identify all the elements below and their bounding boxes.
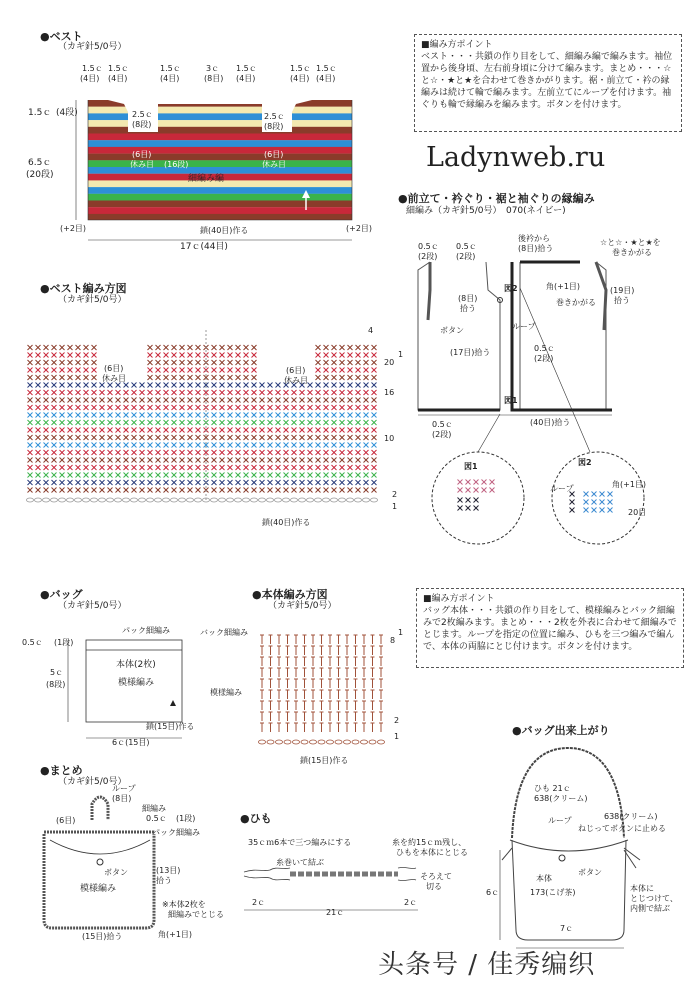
fig1-label: 図1 [464,462,478,471]
vest-armhole-r: 2.5ｃ [264,112,285,121]
edging-button: ボタン [440,326,464,335]
done-h: 6ｃ [486,888,500,897]
bag-chart-row-8: 8 [390,636,396,645]
done-attach: 本体に [630,884,654,893]
finish-sc: 細編み [142,804,166,813]
finish-corner: 角(+1目) [158,930,193,939]
vest-chain: 鎖(40目)作る [200,226,249,235]
edging-pick8: (8目) [458,294,478,303]
vest-count-3: (4目) [160,74,180,83]
edging-collar-l: 0.5ｃ [418,242,439,251]
edging-bottom-rows: (2段) [432,430,452,439]
vest-count-2: (4目) [108,74,128,83]
finish-back: パック細編み [152,828,200,837]
cord-cut: そろえて [420,872,452,881]
vest-rest-r: 休み目 [262,160,286,169]
vest-count-1: (4目) [80,74,100,83]
vest-chart-row-4: 4 [368,326,374,335]
edging-collar-m: 0.5ｃ [456,242,477,251]
vest-plus2-l: (+2目) [60,224,87,233]
bag-hook: （カギ針5/0号） [58,601,127,611]
fig2-corner: 角(+1目) [612,480,647,489]
done-cord: ひも 21ｃ [534,784,571,793]
edging-sleeve: (19目) [610,286,635,295]
fig2-num: 20目 [628,508,647,517]
vest-rest-l: 休み目 [130,160,154,169]
vest-dim-3: 1.5ｃ [160,64,181,73]
vest-title: ●ベスト [40,30,83,43]
done-w: 7ｃ [560,924,574,933]
vest-chart-hook: （カギ針5/0号） [58,295,127,305]
bag-chart-row-1a: 1 [398,628,404,637]
vest-dim-5: 1.5ｃ [236,64,257,73]
edging-join: ☆と☆・★と★を [600,238,661,247]
vest-dim-1: 1.5ｃ [82,64,103,73]
vest-rest-count-l: (6目) [132,150,152,159]
finish-note-2: 細編みでとじる [168,910,224,919]
vest-armhole-l-rows: (8段) [132,120,152,129]
vest-chart-row-2: 2 [392,490,398,499]
finish-thirteen: (13目) [156,866,181,875]
vest-h2: 6.5ｃ [28,158,52,168]
vest-h1: 1.5ｃ [28,108,52,118]
bag-chart-back: バック細編み [200,628,248,637]
vest-chart-row-20: 20 [384,358,395,367]
vest-center-rest: (16段) [164,160,189,169]
edging-fig1-marker: 図1 [504,396,518,405]
finish-pick: 拾う [156,876,172,885]
edging-pick8b: 拾う [460,304,476,313]
vest-chart-rest-l: 休み目 [102,374,126,383]
finish-pattern: 模様編み [80,884,117,894]
vest-dim-2: 1.5ｃ [108,64,129,73]
vest-chart-chain: 鎖(40目)作る [262,518,311,527]
finish-edge-rows: (1段) [176,814,196,823]
edging-sub: 細編み（カギ針5/0号） 070(ネイビー) [406,206,566,216]
done-title: ●バッグ出来上がり [512,724,610,737]
bag-chart-row-1b: 1 [394,732,400,741]
finish-edge: 0.5ｃ [146,814,167,823]
bag-body: 本体(2枚) [116,660,156,670]
vest-chart-title: ●ベスト編み方図 [40,282,127,295]
vest-chart-row-10: 10 [384,434,395,443]
finish-loop: ループ [112,784,136,793]
bag-chain: 鎖(15目)作る [146,722,195,731]
finish-note: ※本体2枚を [162,900,206,909]
finish-hook: （カギ針5/0号） [58,777,127,787]
edging-side-rows: (2段) [534,354,554,363]
edging-pick40: (40目)拾う [530,418,571,427]
vest-chart-row-16: 16 [384,388,395,397]
vest-dim-6: 1.5ｃ [290,64,311,73]
vest-count-7: (4目) [316,74,336,83]
edging-back-neck-2: (8目)拾う [518,244,554,253]
done-attach-2: とじつけて、 [630,894,678,903]
bag-edge-rows: (1段) [54,638,74,647]
vest-count-5: (4目) [236,74,256,83]
vest-plus2-r: (+2目) [346,224,373,233]
vest-armhole-l: 2.5ｃ [132,110,153,119]
bag-height-rows: (8段) [46,680,66,689]
bag-top-label: パック細編み [122,626,170,635]
edging-pick17: (17目)拾う [450,348,491,357]
vest-chart-rest-count-r: (6目) [286,366,306,375]
cord-desc: 35ｃｍ6本で三つ編みにする [248,838,352,847]
cord-m: 21ｃ [326,908,345,917]
vest-h2-rows: (20段) [26,170,54,180]
edging-back-neck: 後衿から [518,234,550,243]
vest-count-4: (8目) [204,74,224,83]
finish-six: (6目) [56,816,76,825]
bag-edge: 0.5ｃ [22,638,43,647]
edging-loop: ループ [512,322,536,331]
points2-title: ■編み方ポイント [423,594,495,604]
edging-corner: 角(+1目) [546,282,581,291]
cord-tail-2: ひもを本体にとじる [396,848,468,857]
vest-dim-4: 3ｃ [206,64,220,73]
edging-collar-l-rows: (2段) [418,252,438,261]
vest-chart-row-1a: 1 [398,350,404,359]
done-button: ボタン [578,868,602,877]
done-loop-note: ねじってボタンに止める [578,824,666,833]
points1-body: ベスト・・・共鎖の作り目をして、細編み編で編みます。袖位置から後身頃、左右前身頃に分けて編みます。まとめ・・・☆と☆・★と★を合わせて巻きかがります。裾・前立て・衿の縁編みは続けて輪で編みます。左前立てにループを付けます。袖ぐりも輪で縁編みを編みます。ボタンを付けます。 [421,52,673,110]
vest-width: 17ｃ(44目) [180,242,228,252]
fig2-loop: ループ [550,484,574,493]
edging-wind: 巻きかがる [556,298,596,307]
finish-button: ボタン [104,868,128,877]
edging-title: ●前立て・衿ぐり・裾と袖ぐりの縁編み [398,192,595,205]
vest-chart-rest-r: 休み目 [284,376,308,385]
vest-h1-rows: (4段) [56,108,78,118]
done-body: 本体 [536,874,552,883]
fig2-label: 図2 [578,458,592,467]
finish-bottom: (15目)拾う [82,932,123,941]
vest-armhole-r-rows: (8段) [264,122,284,131]
done-loop: ループ [548,816,572,825]
bag-pattern: 模様編み [118,678,155,688]
bag-chart-title: ●本体編み方図 [252,588,328,601]
bag-chart-pattern: 模様編み [210,688,242,697]
watermark-ladynweb: Ladynweb.ru [426,142,606,173]
edging-sleeve-2: 拾う [614,296,630,305]
bag-width: 6ｃ(15目) [112,738,150,747]
edging-collar-m-rows: (2段) [456,252,476,261]
footer-watermark: 头条号 / 佳秀编织 [378,950,596,980]
finish-loop-count: (8目) [112,794,132,803]
done-cord-color: 638(クリーム) [534,794,588,803]
edging-join-2: 巻きかがる [612,248,652,257]
vest-count-6: (4目) [290,74,310,83]
cord-r: 2ｃ [404,898,418,907]
vest-dim-7: 1.5ｃ [316,64,337,73]
cord-tail: 糸を約15ｃｍ残し、 [392,838,467,847]
cord-l: 2ｃ [252,898,266,907]
vest-chart-row-1b: 1 [392,502,398,511]
done-attach-3: 内側で結ぶ [630,904,670,913]
edging-side: 0.5ｃ [534,344,555,353]
vest-stitch: 細編み編 [188,174,225,184]
cord-tie: 糸巻いて結ぶ [276,858,324,867]
cord-cut-2: 切る [426,882,442,891]
bag-chart-chain: 鎖(15目)作る [300,756,349,765]
points1-title: ■編み方ポイント [421,40,493,50]
bag-chart-row-2: 2 [394,716,400,725]
vest-chart-rest-count-l: (6目) [104,364,124,373]
bag-chart-hook: （カギ針5/0号） [268,601,337,611]
cord-title: ●ひも [240,812,272,825]
vest-rest-count-r: (6目) [264,150,284,159]
points2-body: バッグ本体・・・共鎖の作り目をして、模様編みとバック細編みで2枚編みます。まとめ・・・2枚を外表に合わせて細編みでとじます。ループを指定の位置に編み、ひもを三つ編みで編んで、本体の両脇にとじ付けます。ボタンを付けます。 [423,606,677,652]
bag-title: ●バッグ [40,588,83,601]
done-body-color: 173(こげ茶) [530,888,576,897]
edging-bottom: 0.5ｃ [432,420,453,429]
bag-height: 5ｃ [50,668,64,677]
vest-hook: （カギ針5/0号） [58,42,127,52]
done-loop-color: 638(クリーム) [604,812,658,821]
edging-fig2-marker: 図2 [504,284,518,293]
finish-title: ●まとめ [40,764,83,777]
